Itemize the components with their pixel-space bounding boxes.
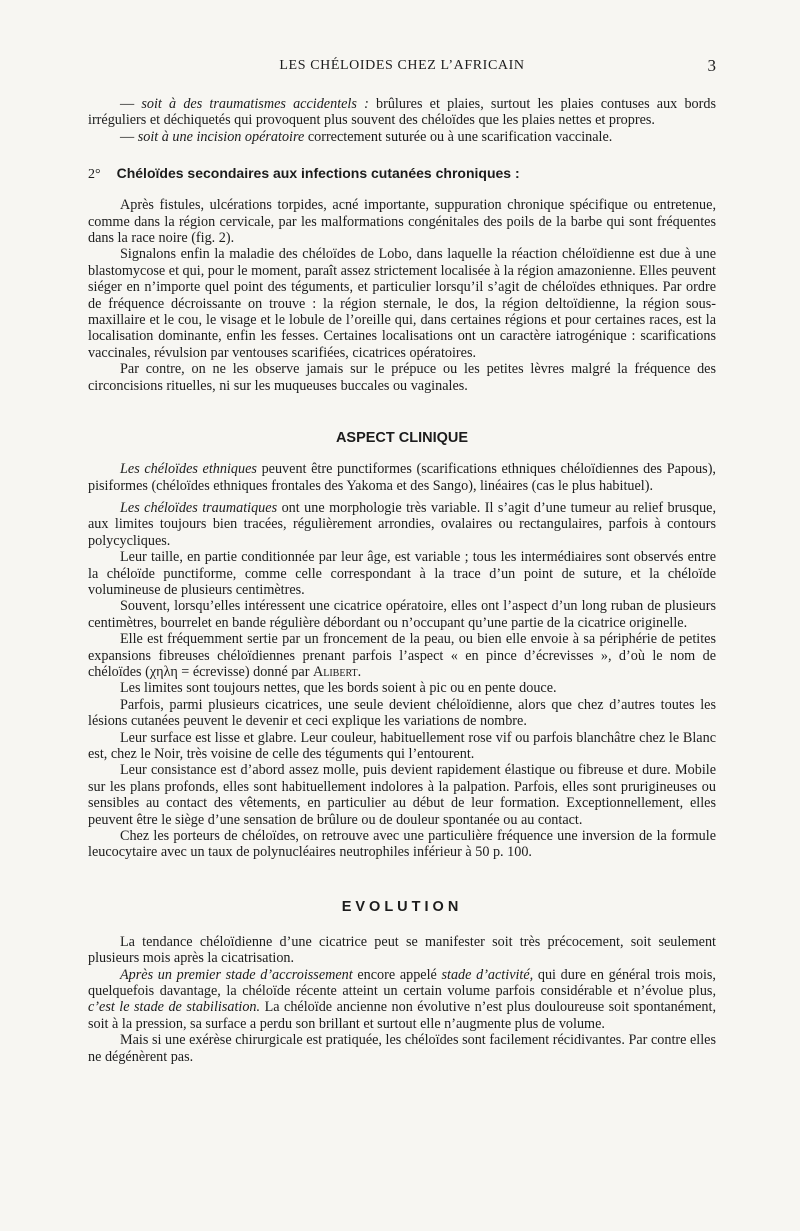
- subsection-heading: [88, 165, 716, 183]
- italic-phrase: stade d’activité,: [441, 966, 534, 983]
- paragraph: Leur surface est lisse et glabre. Leur couleur, habituellement rose vif ou parfois blanchâtre chez le Blanc est, chez le Noir, très voisine de celle des téguments qui l’entourent.: [88, 729, 716, 762]
- paragraph-text: .: [357, 663, 362, 680]
- paragraph: Souvent, lorsqu’elles intéressent une cicatrice opératoire, elles ont l’aspect d’un long ruban de plusieurs centimètres, bourrelet en bande régulière débordant ou n’occupant qu’une partie de la cicatrice originelle.: [88, 598, 716, 631]
- paragraph: Par contre, on ne les observe jamais sur le prépuce ou les petites lèvres malgré la fréquence des circoncisions rituelles, ni sur les muqueuses buccales ou vaginales.: [88, 361, 716, 394]
- section-title-evolution: EVOLUTION: [341, 898, 463, 915]
- paragraph: Parfois, parmi plusieurs cicatrices, une seule devient chéloïdienne, alors que chez d’autres toutes les lésions cutanées peuvent le devenir et ceci explique les variations de nombre.: [88, 696, 716, 730]
- paragraph-text: peuvent être punctiformes (scarifications ethniques chéloïdiennes des Papous), pisiformes (chéloïdes ethniques frontales des Yakoma et des Sango), linéaires (cas le plus habituel).: [88, 461, 716, 494]
- author-name: Alibert: [312, 663, 358, 680]
- paragraph: [88, 631, 716, 680]
- paragraph: Signalons enfin la maladie des chéloïdes de Lobo, dans laquelle la réaction chéloïdienne est due à une blastomycose et qui, pour le moment, paraît assez strictement localisée à la région amazonienne. Elles peuvent siéger en n’importe quel point des téguments, et particulier lorsqu’il s’agit de chéloïdes ethniques. Par ordre de fréquence décroissante on trouve : la région sternale, le dos, la région deltoïdienne, la région sous-maxillaire et le cou, le visage et le lobule de l’oreille qui, dans certaines régions et pour certaines races, est la localisation dominante, enfin les fesses. Certaines localisations ont un caractère iatrogénique : scarifications vaccinales, révulsion par ventouses scarifiées, cicatrices opératoires.: [88, 246, 716, 361]
- italic-phrase: soit à une incision opératoire: [137, 128, 305, 145]
- italic-phrase: Les chéloïdes traumatiques: [120, 499, 278, 516]
- italic-phrase: soit à des traumatismes accidentels :: [141, 96, 369, 112]
- paragraph: Leur taille, en partie conditionnée par leur âge, est variable ; tous les intermédiaires sont observés entre la chéloïde punctiforme, comme celle correspondant à la trace d’un point de suture, et la chéloïde volumineuse de plusieurs centimètres.: [88, 549, 716, 598]
- page-header: [88, 58, 716, 82]
- paragraph-text: La chéloïde ancienne non évolutive n’est plus douloureuse soit spontanément, soit à la pression, sa surface a perdu son brillant et surtout elle n’augmente plus de volume.: [88, 999, 716, 1032]
- paragraph: [88, 967, 716, 1033]
- paragraph-text: correctement suturée ou à une scarification vaccinale.: [304, 128, 613, 145]
- section-title-aspect: ASPECT CLINIQUE: [335, 430, 469, 447]
- paragraph: Les limites sont toujours nettes, que les bords soient à pic ou en pente douce.: [120, 680, 557, 697]
- paragraph: Après fistules, ulcérations torpides, acné importante, suppuration chronique spécifique ou entretenue, comme dans la région cervicale, par les malformations congénitales des poils de la barbe qui sont fréquentes dans la race noire (fig. 2).: [88, 197, 716, 247]
- subsection-number: 2°: [88, 167, 101, 183]
- paragraph: La tendance chéloïdienne d’une cicatrice peut se manifester soit très précocement, soit seulement plusieurs mois après la cicatrisation.: [88, 933, 716, 967]
- running-title: LES CHÉLOIDES CHEZ L’AFRICAIN: [279, 58, 525, 73]
- page: [88, 58, 716, 1065]
- paragraph: [88, 500, 716, 549]
- paragraph-text: encore appelé: [352, 966, 442, 983]
- list-item: — soit à des traumatismes accidentels : brûlures et plaies, surtout les plaies contuses aux bords irréguliers et déchiquetés qui provoquent plus souvent des chéloïdes que les plaies nettes et propres.: [88, 96, 716, 129]
- list-item: — soit à une incision opératoire correctement suturée ou à une scarification vaccinale.: [120, 128, 613, 145]
- italic-phrase: Après un premier stade d’accroissement: [120, 966, 353, 983]
- paragraph-text: qui dure en général trois mois, quelquefois davantage, la chéloïde récente atteint un certain volume parfois considérable et n’évolue plus,: [88, 966, 716, 1000]
- italic-phrase: c’est le stade de stabilisation.: [88, 999, 261, 1016]
- page-number: 3: [707, 56, 716, 75]
- subsection-title: Chéloïdes secondaires aux infections cutanées chroniques :: [116, 165, 520, 182]
- paragraph-text: ont une morphologie très variable. Il s’agit d’une tumeur au relief brusque, aux limites toujours bien tracées, régulièrement arrondies, ovalaires ou rectangulaires, parfois à contours polycycliques.: [88, 499, 717, 549]
- paragraph: [88, 461, 716, 494]
- paragraph-text: Elle est fréquemment sertie par un froncement de la peau, ou bien elle envoie à sa périphérie de petites expansions fibreuses chéloïdiennes prenant parfois l’aspect « en pince d’écrevisses », d’où le nom de chéloïdes (χηλη = écrevisse) donné par: [88, 631, 716, 680]
- paragraph: Chez les porteurs de chéloïdes, on retrouve avec une particulière fréquence une inversion de la formule leucocytaire avec un taux de polynucléaires neutrophiles inférieur à 50 p. 100.: [88, 828, 716, 861]
- paragraph: Mais si une exérèse chirurgicale est pratiquée, les chéloïdes sont facilement récidivantes. Par contre elles ne dégénèrent pas.: [88, 1032, 716, 1065]
- paragraph-text: brûlures et plaies, surtout les plaies contuses aux bords irréguliers et déchiquetés qui provoquent plus souvent des chéloïdes que les plaies nettes et propres.: [88, 96, 716, 129]
- italic-phrase: Les chéloïdes ethniques: [120, 461, 257, 478]
- paragraph: Leur consistance est d’abord assez molle, puis devient rapidement élastique ou fibreuse et dure. Mobile sur les plans profonds, elles sont habituellement indolores à la palpation. Parfois, elles sont prurigineuses ou sensibles au contact des vêtements, en particulier au début de leur formation. Exceptionnellement, elles peuvent être le siège d’une sensation de brûlure ou de douleur spontanée ou au contact.: [88, 762, 716, 828]
